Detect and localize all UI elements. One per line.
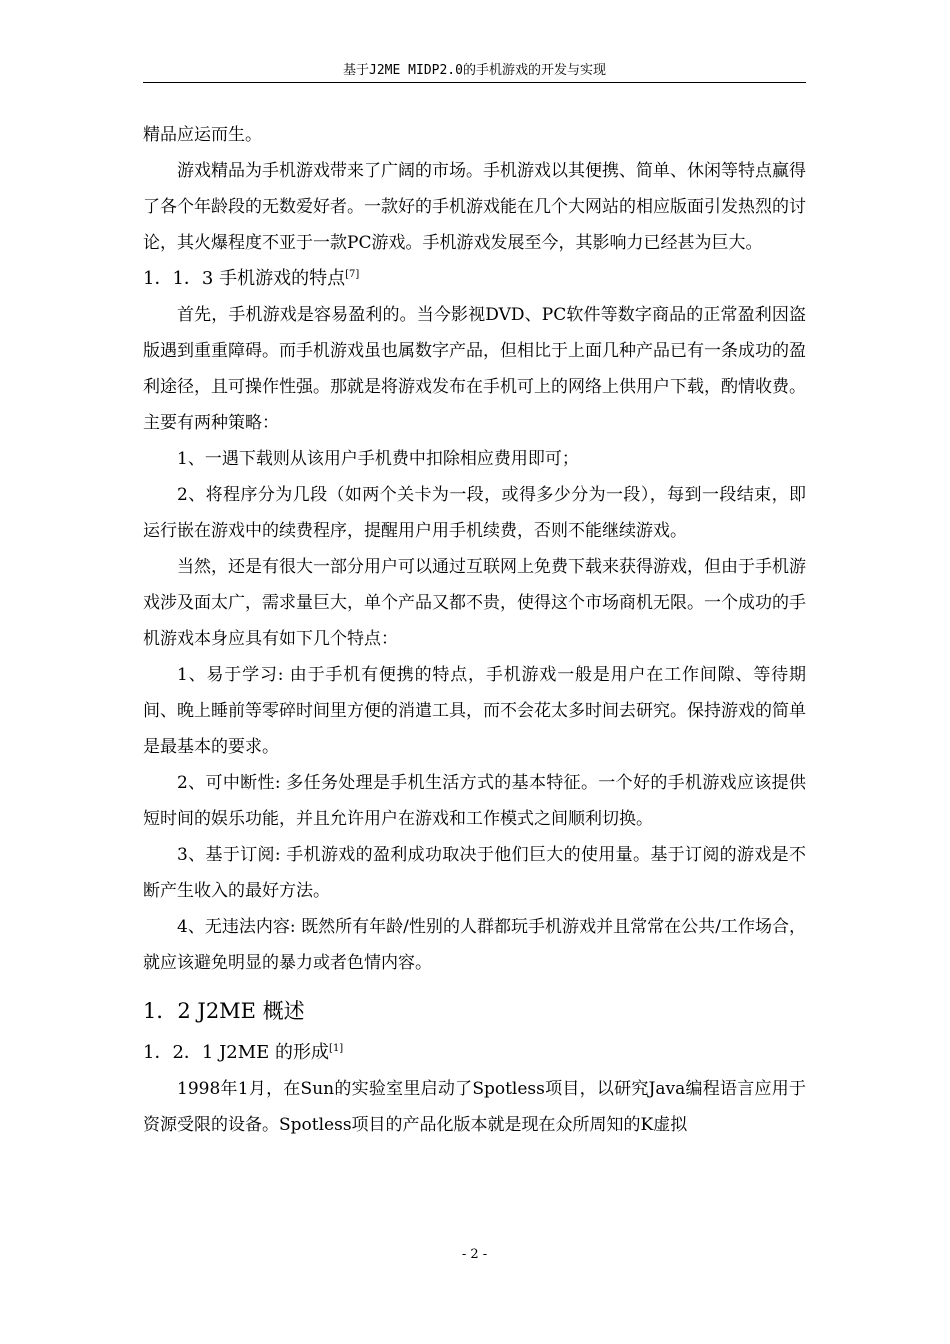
section-heading-1-2-1 <box>143 1035 806 1071</box>
section-heading-1-1-3 <box>143 261 806 297</box>
section-title: 概述 <box>262 999 305 1023</box>
paragraph: 精品应运而生。 <box>143 125 262 145</box>
list-item: 1、易于学习: 由于手机有便携的特点，手机游戏一般是用户在工作间隙、等待期间、晚上睡前等零碎时间里方便的消遣工具，而不会花太多时间去研究。保持游戏的简单是最基本的要求。 <box>143 665 806 757</box>
paragraph: 1998年1月，在Sun的实验室里启动了Spotless项目，以研究Java编程语言应用于资源受限的设备。Spotless项目的产品化版本就是现在众所周知的K虚拟 <box>143 1079 806 1135</box>
list-item: 4、无违法内容: 既然所有年龄/性别的人群都玩手机游戏并且常常在公共/工作场合，就应该避免明显的暴力或者色情内容。 <box>143 917 806 973</box>
section-number: 1．2．1 J2ME <box>143 1042 276 1063</box>
list-item: 1、一遇下载则从该用户手机费中扣除相应费用即可； <box>177 449 579 469</box>
section-number: 1．2 J2ME <box>143 999 263 1023</box>
page-body <box>143 117 806 1143</box>
list-item: 2、将程序分为几段（如两个关卡为一段，或得多少分为一段），每到一段结束，即运行嵌在游戏中的续费程序，提醒用户用手机续费，否则不能继续游戏。 <box>143 485 806 541</box>
running-header: 基于J2ME MIDP2.0的手机游戏的开发与实现 <box>343 63 606 78</box>
list-item: 3、基于订阅: 手机游戏的盈利成功取决于他们巨大的使用量。基于订阅的游戏是不断产生收入的最好方法。 <box>143 845 806 901</box>
citation-ref: [1] <box>329 1043 344 1054</box>
paragraph: 当然，还是有很大一部分用户可以通过互联网上免费下载来获得游戏，但由于手机游戏涉及面太广，需求量巨大，单个产品又都不贵，使得这个市场商机无限。一个成功的手机游戏本身应具有如下几个特点： <box>143 557 806 649</box>
page-number: - 2 - <box>461 1247 488 1262</box>
section-title: 的形成 <box>275 1042 330 1063</box>
paragraph: 游戏精品为手机游戏带来了广阔的市场。手机游戏以其便携、简单、休闲等特点赢得了各个年龄段的无数爱好者。一款好的手机游戏能在几个大网站的相应版面引发热烈的讨论，其火爆程度不亚于一款PC游戏。手机游戏发展至今，其影响力已经甚为巨大。 <box>143 161 806 253</box>
section-heading-1-2 <box>143 993 806 1029</box>
section-number: 1．1．3 <box>143 268 220 289</box>
citation-ref: [7] <box>345 269 360 280</box>
header-rule <box>143 82 806 83</box>
section-title: 手机游戏的特点 <box>219 268 346 289</box>
list-item: 2、可中断性: 多任务处理是手机生活方式的基本特征。一个好的手机游戏应该提供短时间的娱乐功能，并且允许用户在游戏和工作模式之间顺利切换。 <box>143 773 806 829</box>
paragraph: 首先，手机游戏是容易盈利的。当今影视DVD、PC软件等数字商品的正常盈利因盗版遇到重重障碍。而手机游戏虽也属数字产品，但相比于上面几种产品已有一条成功的盈利途径，且可操作性强。那就是将游戏发布在手机可上的网络上供用户下载，酌情收费。主要有两种策略： <box>143 305 806 433</box>
